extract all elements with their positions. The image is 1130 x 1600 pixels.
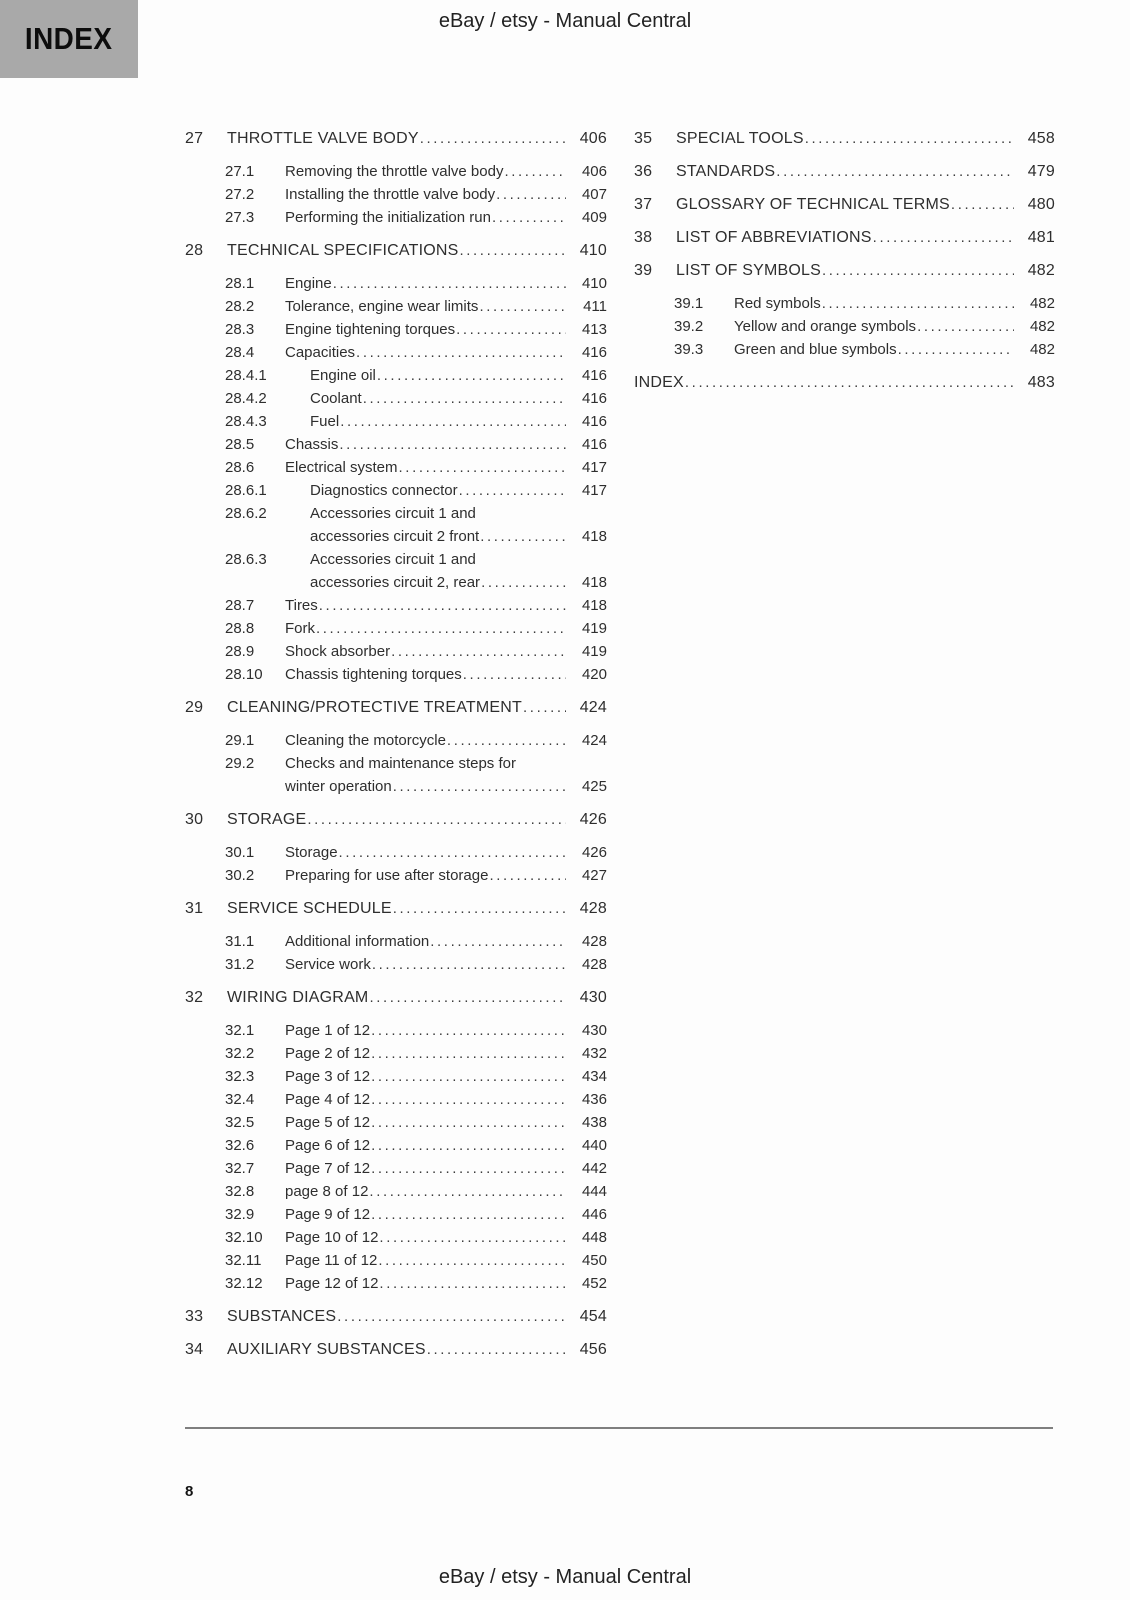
toc-entry-title: Page 1 of 12 bbox=[285, 1022, 371, 1039]
toc-entry-title: SUBSTANCES bbox=[227, 1308, 337, 1325]
dot-leader bbox=[481, 571, 566, 594]
toc-entry-number: 32.4 bbox=[225, 1091, 255, 1108]
dot-leader bbox=[356, 341, 566, 364]
toc-entry-page: 428 bbox=[579, 900, 607, 917]
toc-entry-page: 482 bbox=[1029, 341, 1055, 358]
toc-entry-number: 32.9 bbox=[225, 1206, 255, 1223]
toc-entry-number: 28.6.1 bbox=[225, 482, 267, 499]
toc-sub-entry bbox=[185, 594, 607, 617]
toc-chapter-entry bbox=[634, 193, 1055, 216]
toc-entry-page: 430 bbox=[579, 989, 607, 1006]
dot-leader bbox=[805, 127, 1014, 150]
toc-sub-entry bbox=[185, 341, 607, 364]
toc-entry-title: Checks and maintenance steps for bbox=[285, 755, 516, 772]
toc-entry-title: LIST OF SYMBOLS bbox=[676, 262, 821, 279]
toc-sub-entry bbox=[185, 617, 607, 640]
toc-entry-number: 32.12 bbox=[225, 1275, 263, 1292]
toc-entry-title: Page 5 of 12 bbox=[285, 1114, 371, 1131]
toc-entry-title: winter operation bbox=[285, 778, 392, 795]
toc-columns bbox=[185, 127, 1055, 1371]
toc-entry-page: 481 bbox=[1027, 229, 1055, 246]
dot-leader bbox=[307, 808, 566, 831]
toc-entry-page: 482 bbox=[1027, 262, 1055, 279]
toc-entry-number: 30.2 bbox=[225, 867, 255, 884]
dot-leader bbox=[371, 1111, 566, 1134]
dot-leader bbox=[822, 292, 1014, 315]
dot-leader bbox=[459, 479, 566, 502]
toc-sub-entry bbox=[185, 183, 607, 206]
dot-leader bbox=[379, 1272, 566, 1295]
toc-sub-entry bbox=[185, 525, 607, 548]
toc-entry-page: 413 bbox=[581, 321, 607, 338]
toc-entry-title: SERVICE SCHEDULE bbox=[227, 900, 392, 917]
toc-chapter-entry bbox=[185, 239, 607, 262]
toc-sub-entry bbox=[185, 1180, 607, 1203]
dot-leader bbox=[316, 617, 566, 640]
dot-leader bbox=[776, 160, 1014, 183]
toc-entry-title: Coolant bbox=[310, 390, 362, 407]
toc-entry-title: INDEX bbox=[634, 374, 684, 391]
toc-chapter-entry bbox=[185, 1305, 607, 1328]
toc-entry-page: 428 bbox=[581, 933, 607, 950]
toc-entry-number: 32 bbox=[185, 989, 204, 1006]
page-number: 8 bbox=[185, 1483, 194, 1500]
dot-leader bbox=[363, 387, 566, 410]
toc-entry-number: 27.3 bbox=[225, 209, 255, 226]
toc-entry-page: 426 bbox=[581, 844, 607, 861]
dot-leader bbox=[420, 127, 566, 150]
toc-entry-number: 38 bbox=[634, 229, 653, 246]
toc-entry-number: 32.6 bbox=[225, 1137, 255, 1154]
toc-entry-page: 419 bbox=[581, 620, 607, 637]
toc-entry-page: 479 bbox=[1027, 163, 1055, 180]
toc-entry-title: Page 11 of 12 bbox=[285, 1252, 378, 1269]
dot-leader bbox=[391, 640, 566, 663]
dot-leader bbox=[333, 272, 566, 295]
toc-entry-page: 424 bbox=[579, 699, 607, 716]
toc-entry-page: 407 bbox=[581, 186, 607, 203]
toc-chapter-entry bbox=[185, 127, 607, 150]
toc-entry-page: 427 bbox=[581, 867, 607, 884]
toc-entry-title: Chassis tightening torques bbox=[285, 666, 462, 683]
toc-entry-page: 418 bbox=[581, 528, 607, 545]
footer-doc-title: eBay / etsy - Manual Central bbox=[438, 1566, 692, 1588]
toc-sub-entry bbox=[185, 1203, 607, 1226]
toc-entry-number: 28.1 bbox=[225, 275, 255, 292]
toc-entry-page: 406 bbox=[579, 130, 607, 147]
dot-leader bbox=[372, 953, 566, 976]
toc-entry-title: TECHNICAL SPECIFICATIONS bbox=[227, 242, 459, 259]
toc-entry-number: 28.10 bbox=[225, 666, 263, 683]
toc-entry-page: 436 bbox=[581, 1091, 607, 1108]
toc-sub-entry bbox=[185, 295, 607, 318]
footer-divider bbox=[185, 1427, 1053, 1429]
toc-entry-title: Accessories circuit 1 and bbox=[310, 505, 476, 522]
dot-leader bbox=[340, 410, 566, 433]
toc-entry-title: Electrical system bbox=[285, 459, 398, 476]
toc-entry-title: Fuel bbox=[310, 413, 340, 430]
toc-entry-title: accessories circuit 2 front bbox=[310, 528, 480, 545]
toc-sub-entry bbox=[185, 1019, 607, 1042]
toc-entry-page: 448 bbox=[581, 1229, 607, 1246]
toc-entry-title: Accessories circuit 1 and bbox=[310, 551, 476, 568]
toc-sub-entry bbox=[185, 1272, 607, 1295]
toc-entry-number: 32.1 bbox=[225, 1022, 255, 1039]
toc-entry-page: 452 bbox=[581, 1275, 607, 1292]
dot-leader bbox=[460, 239, 567, 262]
toc-sub-entry bbox=[185, 1088, 607, 1111]
toc-sub-entry bbox=[185, 663, 607, 686]
toc-entry-title: Shock absorber bbox=[285, 643, 391, 660]
toc-entry-title: Chassis bbox=[285, 436, 339, 453]
toc-entry-title: Diagnostics connector bbox=[310, 482, 458, 499]
toc-sub-entry bbox=[185, 841, 607, 864]
toc-entry-page: 444 bbox=[581, 1183, 607, 1200]
dot-leader bbox=[822, 259, 1014, 282]
toc-entry-number: 39.1 bbox=[674, 295, 704, 312]
toc-sub-entry bbox=[185, 548, 607, 571]
toc-entry-number: 28.2 bbox=[225, 298, 255, 315]
dot-leader bbox=[371, 1019, 566, 1042]
toc-entry-page: 409 bbox=[581, 209, 607, 226]
toc-entry-title: STORAGE bbox=[227, 811, 307, 828]
toc-sub-entry bbox=[185, 410, 607, 433]
toc-sub-entry bbox=[185, 479, 607, 502]
toc-entry-title: SPECIAL TOOLS bbox=[676, 130, 804, 147]
toc-entry-number: 39.2 bbox=[674, 318, 704, 335]
toc-entry-number: 39 bbox=[634, 262, 653, 279]
toc-entry-page: 440 bbox=[581, 1137, 607, 1154]
toc-entry-title: STANDARDS bbox=[676, 163, 776, 180]
toc-entry-title: Page 6 of 12 bbox=[285, 1137, 371, 1154]
toc-entry-page: 480 bbox=[1027, 196, 1055, 213]
toc-sub-entry bbox=[185, 864, 607, 887]
toc-entry-number: 28.6.2 bbox=[225, 505, 267, 522]
toc-entry-page: 482 bbox=[1029, 318, 1055, 335]
toc-entry-title: GLOSSARY OF TECHNICAL TERMS bbox=[676, 196, 950, 213]
dot-leader bbox=[873, 226, 1014, 249]
toc-entry-number: 32.3 bbox=[225, 1068, 255, 1085]
toc-entry-title: accessories circuit 2, rear bbox=[310, 574, 481, 591]
toc-entry-title: LIST OF ABBREVIATIONS bbox=[676, 229, 872, 246]
toc-entry-page: 442 bbox=[581, 1160, 607, 1177]
header-doc-title: eBay / etsy - Manual Central bbox=[438, 10, 692, 32]
toc-chapter-entry bbox=[634, 259, 1055, 282]
dot-leader bbox=[479, 295, 566, 318]
dot-leader bbox=[339, 433, 566, 456]
toc-sub-entry bbox=[185, 1249, 607, 1272]
toc-entry-page: 426 bbox=[579, 811, 607, 828]
toc-entry-number: 28.4.1 bbox=[225, 367, 267, 384]
toc-entry-title: Page 2 of 12 bbox=[285, 1045, 371, 1062]
dot-leader bbox=[399, 456, 566, 479]
toc-entry-title: Engine bbox=[285, 275, 332, 292]
dot-leader bbox=[489, 864, 566, 887]
dot-leader bbox=[523, 696, 566, 719]
dot-leader bbox=[371, 1088, 566, 1111]
toc-entry-title: Page 12 of 12 bbox=[285, 1275, 379, 1292]
toc-entry-page: 428 bbox=[581, 956, 607, 973]
toc-entry-page: 410 bbox=[581, 275, 607, 292]
toc-entry-title: AUXILIARY SUBSTANCES bbox=[227, 1341, 426, 1358]
dot-leader bbox=[393, 897, 566, 920]
toc-entry-number: 34 bbox=[185, 1341, 204, 1358]
toc-sub-entry bbox=[185, 930, 607, 953]
toc-entry-title: Page 7 of 12 bbox=[285, 1160, 371, 1177]
toc-chapter-entry bbox=[634, 371, 1055, 394]
toc-entry-number: 28.4.3 bbox=[225, 413, 267, 430]
dot-leader bbox=[456, 318, 566, 341]
toc-entry-page: 424 bbox=[581, 732, 607, 749]
dot-leader bbox=[378, 1249, 566, 1272]
dot-leader bbox=[337, 1305, 566, 1328]
toc-entry-page: 411 bbox=[583, 298, 607, 315]
toc-entry-number: 27.1 bbox=[225, 163, 255, 180]
toc-sub-entry bbox=[185, 502, 607, 525]
toc-sub-entry bbox=[185, 1111, 607, 1134]
toc-chapter-entry bbox=[634, 127, 1055, 150]
toc-entry-page: 419 bbox=[581, 643, 607, 660]
dot-leader bbox=[371, 1203, 566, 1226]
dot-leader bbox=[339, 841, 566, 864]
toc-sub-entry bbox=[185, 318, 607, 341]
toc-sub-entry bbox=[185, 433, 607, 456]
toc-chapter-entry bbox=[185, 986, 607, 1009]
toc-entry-number: 32.11 bbox=[225, 1252, 262, 1269]
toc-sub-entry bbox=[185, 1226, 607, 1249]
dot-leader bbox=[492, 206, 566, 229]
toc-sub-entry bbox=[185, 1042, 607, 1065]
dot-leader bbox=[371, 1042, 566, 1065]
dot-leader bbox=[447, 729, 566, 752]
toc-entry-title: Service work bbox=[285, 956, 371, 973]
dot-leader bbox=[377, 364, 566, 387]
toc-entry-number: 32.7 bbox=[225, 1160, 255, 1177]
toc-entry-number: 32.8 bbox=[225, 1183, 255, 1200]
toc-entry-number: 29.2 bbox=[225, 755, 255, 772]
dot-leader bbox=[685, 371, 1014, 394]
toc-entry-number: 30.1 bbox=[225, 844, 255, 861]
toc-entry-title: Fork bbox=[285, 620, 315, 637]
toc-entry-page: 416 bbox=[581, 436, 607, 453]
toc-entry-page: 418 bbox=[581, 574, 607, 591]
toc-entry-page: 416 bbox=[581, 390, 607, 407]
toc-entry-number: 28.6.3 bbox=[225, 551, 267, 568]
toc-entry-number: 32.2 bbox=[225, 1045, 255, 1062]
toc-entry-number: 28 bbox=[185, 242, 204, 259]
toc-entry-number: 28.5 bbox=[225, 436, 255, 453]
toc-entry-number: 27 bbox=[185, 130, 204, 147]
toc-entry-page: 417 bbox=[581, 482, 607, 499]
toc-entry-title: THROTTLE VALVE BODY bbox=[227, 130, 419, 147]
toc-entry-number: 28.6 bbox=[225, 459, 255, 476]
toc-column-left bbox=[185, 127, 607, 1371]
toc-entry-page: 454 bbox=[579, 1308, 607, 1325]
dot-leader bbox=[898, 338, 1014, 361]
dot-leader bbox=[371, 1065, 566, 1088]
toc-entry-title: Page 9 of 12 bbox=[285, 1206, 371, 1223]
toc-entry-number: 33 bbox=[185, 1308, 204, 1325]
toc-entry-page: 416 bbox=[581, 367, 607, 384]
toc-entry-title: page 8 of 12 bbox=[285, 1183, 369, 1200]
toc-column-right bbox=[634, 127, 1055, 1371]
toc-chapter-entry bbox=[185, 1338, 607, 1361]
index-tab-label: INDEX bbox=[25, 21, 113, 56]
toc-sub-entry bbox=[185, 272, 607, 295]
dot-leader bbox=[427, 1338, 566, 1361]
toc-entry-page: 417 bbox=[581, 459, 607, 476]
dot-leader bbox=[430, 930, 566, 953]
toc-entry-page: 483 bbox=[1027, 374, 1055, 391]
toc-sub-entry bbox=[185, 953, 607, 976]
toc-entry-title: Additional information bbox=[285, 933, 430, 950]
toc-entry-number: 29.1 bbox=[225, 732, 255, 749]
toc-entry-number: 31.2 bbox=[225, 956, 255, 973]
toc-entry-title: Page 4 of 12 bbox=[285, 1091, 371, 1108]
toc-sub-entry bbox=[634, 315, 1055, 338]
dot-leader bbox=[379, 1226, 566, 1249]
toc-entry-page: 425 bbox=[581, 778, 607, 795]
dot-leader bbox=[319, 594, 566, 617]
toc-entry-number: 32.10 bbox=[225, 1229, 263, 1246]
toc-entry-title: Performing the initialization run bbox=[285, 209, 491, 226]
toc-entry-title: Cleaning the motorcycle bbox=[285, 732, 446, 749]
toc-entry-page: 482 bbox=[1029, 295, 1055, 312]
toc-entry-page: 432 bbox=[581, 1045, 607, 1062]
toc-entry-number: 31 bbox=[185, 900, 204, 917]
dot-leader bbox=[369, 1180, 566, 1203]
toc-entry-number: 28.8 bbox=[225, 620, 255, 637]
toc-entry-page: 416 bbox=[581, 413, 607, 430]
toc-entry-title: Engine tightening torques bbox=[285, 321, 456, 338]
toc-sub-entry bbox=[185, 1065, 607, 1088]
toc-sub-entry bbox=[185, 387, 607, 410]
toc-entry-title: Engine oil bbox=[310, 367, 376, 384]
toc-chapter-entry bbox=[634, 160, 1055, 183]
toc-entry-number: 28.4.2 bbox=[225, 390, 267, 407]
toc-entry-title: Page 10 of 12 bbox=[285, 1229, 379, 1246]
toc-entry-number: 27.2 bbox=[225, 186, 255, 203]
toc-entry-title: CLEANING/PROTECTIVE TREATMENT bbox=[227, 699, 523, 716]
toc-entry-title: Red symbols bbox=[734, 295, 821, 312]
toc-entry-number: 35 bbox=[634, 130, 653, 147]
toc-entry-number: 37 bbox=[634, 196, 653, 213]
dot-leader bbox=[393, 775, 566, 798]
toc-entry-page: 418 bbox=[581, 597, 607, 614]
toc-entry-number: 29 bbox=[185, 699, 204, 716]
toc-entry-number: 28.7 bbox=[225, 597, 255, 614]
toc-entry-title: Storage bbox=[285, 844, 338, 861]
toc-sub-entry bbox=[185, 640, 607, 663]
toc-entry-page: 456 bbox=[579, 1341, 607, 1358]
toc-entry-title: Tires bbox=[285, 597, 318, 614]
dot-leader bbox=[496, 183, 566, 206]
dot-leader bbox=[369, 986, 566, 1009]
toc-entry-number: 32.5 bbox=[225, 1114, 255, 1131]
toc-sub-entry bbox=[185, 160, 607, 183]
toc-entry-number: 39.3 bbox=[674, 341, 704, 358]
dot-leader bbox=[371, 1157, 566, 1180]
toc-sub-entry bbox=[185, 571, 607, 594]
toc-entry-title: Installing the throttle valve body bbox=[285, 186, 496, 203]
toc-chapter-entry bbox=[185, 897, 607, 920]
toc-entry-page: 410 bbox=[579, 242, 607, 259]
toc-entry-number: 28.9 bbox=[225, 643, 255, 660]
toc-entry-page: 450 bbox=[581, 1252, 607, 1269]
toc-chapter-entry bbox=[185, 696, 607, 719]
toc-entry-number: 28.3 bbox=[225, 321, 255, 338]
toc-entry-page: 430 bbox=[581, 1022, 607, 1039]
toc-sub-entry bbox=[185, 364, 607, 387]
toc-chapter-entry bbox=[185, 808, 607, 831]
dot-leader bbox=[480, 525, 566, 548]
toc-entry-number: 28.4 bbox=[225, 344, 255, 361]
toc-entry-page: 420 bbox=[581, 666, 607, 683]
toc-entry-title: Capacities bbox=[285, 344, 356, 361]
toc-entry-page: 416 bbox=[581, 344, 607, 361]
toc-entry-number: 30 bbox=[185, 811, 204, 828]
toc-entry-page: 438 bbox=[581, 1114, 607, 1131]
toc-sub-entry bbox=[634, 292, 1055, 315]
toc-entry-number: 31.1 bbox=[225, 933, 255, 950]
dot-leader bbox=[371, 1134, 566, 1157]
toc-entry-title: Green and blue symbols bbox=[734, 341, 897, 358]
toc-entry-page: 406 bbox=[581, 163, 607, 180]
toc-sub-entry bbox=[185, 1134, 607, 1157]
toc-entry-title: Removing the throttle valve body bbox=[285, 163, 504, 180]
toc-entry-title: Tolerance, engine wear limits bbox=[285, 298, 479, 315]
toc-entry-title: Page 3 of 12 bbox=[285, 1068, 371, 1085]
toc-sub-entry bbox=[185, 752, 607, 775]
toc-sub-entry bbox=[634, 338, 1055, 361]
toc-entry-title: WIRING DIAGRAM bbox=[227, 989, 369, 1006]
toc-sub-entry bbox=[185, 775, 607, 798]
toc-sub-entry bbox=[185, 729, 607, 752]
dot-leader bbox=[917, 315, 1014, 338]
toc-entry-number: 36 bbox=[634, 163, 653, 180]
dot-leader bbox=[463, 663, 566, 686]
toc-chapter-entry bbox=[634, 226, 1055, 249]
dot-leader bbox=[951, 193, 1014, 216]
toc-sub-entry bbox=[185, 456, 607, 479]
toc-entry-page: 446 bbox=[581, 1206, 607, 1223]
toc-entry-page: 458 bbox=[1027, 130, 1055, 147]
toc-entry-title: Yellow and orange symbols bbox=[734, 318, 917, 335]
toc-sub-entry bbox=[185, 1157, 607, 1180]
dot-leader bbox=[504, 160, 566, 183]
toc-sub-entry bbox=[185, 206, 607, 229]
toc-entry-page: 434 bbox=[581, 1068, 607, 1085]
toc-entry-title: Preparing for use after storage bbox=[285, 867, 489, 884]
